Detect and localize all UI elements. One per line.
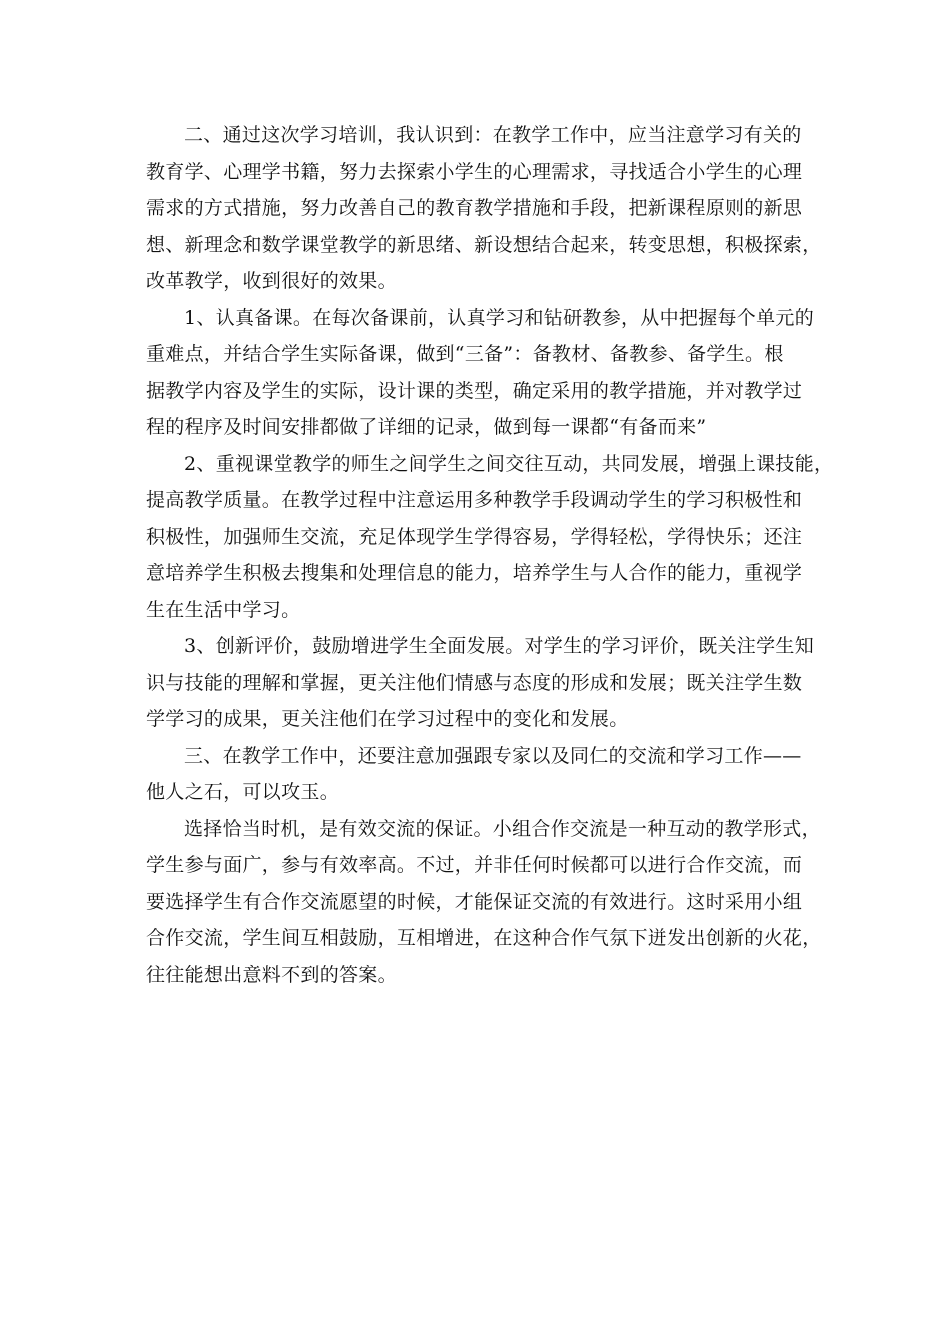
text-line: 需求的方式措施，努力改善自己的教育教学措施和手段，把新课程原则的新思 (146, 197, 803, 219)
text-line: 程的程序及时间安排都做了详细的记录，做到每一课都“有备而来” (146, 416, 707, 438)
text-line: 重难点，并结合学生实际备课，做到“三备”：备教材、备教参、备学生。根 (146, 343, 784, 365)
text-line: 合作交流，学生间互相鼓励，互相增进，在这种合作气氛下迸发出创新的火花， (146, 927, 822, 949)
text-line: 识与技能的理解和掌握，更关注他们情感与态度的形成和发展；既关注学生数 (146, 671, 803, 694)
text-line: 意培养学生积极去搜集和处理信息的能力，培养学生与人合作的能力，重视学 (146, 562, 803, 584)
text-line: 要选择学生有合作交流愿望的时候，才能保证交流的有效进行。这时采用小组 (146, 890, 803, 913)
text-line: 学学习的成果，更关注他们在学习过程中的变化和发展。 (146, 708, 629, 730)
text-line: 二、通过这次学习培训，我认识到：在教学工作中，应当注意学习有关的 (184, 124, 802, 146)
text-line: 学生参与面广，参与有效率高。不过，并非任何时候都可以进行合作交流，而 (146, 854, 803, 876)
text-line: 积极性，加强师生交流，充足体现学生学得容易，学得轻松，学得快乐；还注 (146, 525, 803, 548)
text-line: 3、创新评价，鼓励增进学生全面发展。对学生的学习评价，既关注学生知 (184, 635, 814, 657)
text-line: 据教学内容及学生的实际，设计课的类型，确定采用的教学措施，并对教学过 (146, 379, 803, 402)
text-line: 三、在教学工作中，还要注意加强跟专家以及同仁的交流和学习工作—— (184, 744, 802, 767)
text-line: 他人之石，可以攻玉。 (146, 781, 340, 803)
paragraph-2-learning-insight (146, 117, 822, 300)
text-line: 改革教学，收到很好的效果。 (146, 270, 397, 292)
paragraph-1-lesson-prep (146, 300, 814, 446)
text-line: 生在生活中学习。 (146, 598, 301, 621)
text-line: 往往能想出意料不到的答案。 (146, 963, 397, 986)
paragraph-3-exchange (146, 738, 806, 811)
paragraph-3-evaluation (146, 628, 814, 738)
text-line: 提高教学质量。在教学过程中注意运用多种教学手段调动学生的学习积极性和 (146, 489, 803, 511)
document-body (146, 117, 834, 993)
text-line: 1、认真备课。在每次备课前，认真学习和钻研教参，从中把握每个单元的 (184, 306, 814, 329)
paragraph-timing (146, 811, 822, 994)
text-line: 想、新理念和数学课堂教学的新思绪、新设想结合起来，转变思想，积极探索， (146, 233, 822, 256)
text-line: 教育学、心理学书籍，努力去探索小学生的心理需求，寻找适合小学生的心理 (146, 160, 803, 183)
paragraph-2-classroom-interaction (146, 446, 834, 629)
text-line: 选择恰当时机，是有效交流的保证。小组合作交流是一种互动的教学形式， (184, 817, 821, 840)
text-line: 2、重视课堂教学的师生之间学生之间交往互动，共同发展，增强上课技能， (184, 452, 834, 475)
